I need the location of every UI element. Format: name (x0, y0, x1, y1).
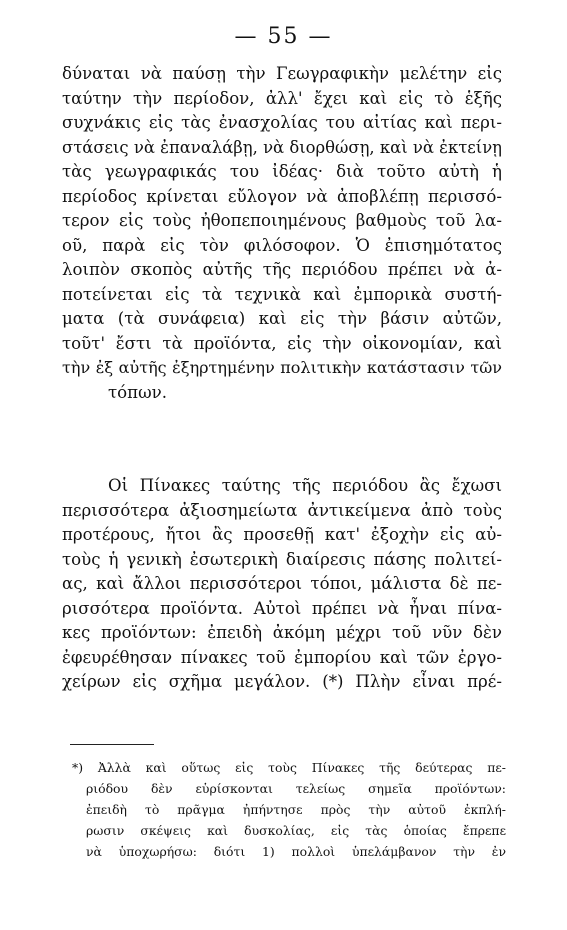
paragraph-1 (62, 62, 502, 405)
footnote-line: ρωσιν σκέψεις καὶ δυσκολίας, εἰς τὰς ὁποίας ἔπρεπε (86, 823, 506, 838)
text-line: τερον εἰς τοὺς ἠθοπεποιημένους βαθμοὺς τοῦ λα- (62, 211, 502, 230)
text-line: δύναται νὰ παύσῃ τὴν Γεωγραφικὴν μελέτην εἰς (62, 64, 502, 83)
text-line: ματα (τὰ συνάφεια) καὶ εἰς τὴν βάσιν αὐτῶν, (62, 309, 502, 328)
text-line: ρισσότερα προϊόντα. Αὐτοὶ πρέπει νὰ ἦναι πίνα- (62, 598, 502, 618)
footnote (72, 757, 506, 862)
text-line: χείρων εἰς σχῆμα μεγάλον. (*) Πλὴν εἶναι πρέ- (62, 672, 502, 691)
text-line: Οἱ Πίνακες ταύτης τῆς περιόδου ἂς ἔχωσι (108, 476, 502, 495)
footnote-line: ριόδου δὲν εὑρίσκονται τελείως σημεῖα προϊόντων: (86, 781, 506, 796)
footnote-line: νὰ ὑποχωρήσω: διότι 1) πολλοὶ ὑπελάμβανον τὴν ἐν (86, 844, 506, 859)
page-number: — 55 — (234, 24, 333, 49)
text-line: τοὺς ἡ γενικὴ ἐσωτερικὴ διαίρεσις πάσης πολιτεί- (62, 549, 502, 569)
footnote-line: ἐπειδὴ τὸ πρᾶγμα ἠπήντησε πρὸς τὴν αὐτοῦ ἐκπλή- (86, 802, 506, 817)
text-line: ἐφευρέθησαν πίνακες τοῦ ἐμπορίου καὶ τῶν ἐργο- (62, 647, 502, 667)
text-line: περίοδος κρίνεται εὔλογον νὰ ἀποβλέπῃ περισσό- (62, 186, 502, 206)
text-line: περισσότερα ἀξιοσημείωτα ἀντικείμενα ἀπὸ τοὺς (62, 500, 502, 520)
text-line: συχνάκις εἰς τὰς ἐνασχολίας του αἰτίας καὶ περι- (62, 113, 502, 132)
text-line: τὰς γεωγραφικάς του ἰδέας· διὰ τοῦτο αὐτὴ ἡ (62, 162, 502, 181)
text-line: στάσεις νὰ ἐπαναλάβῃ, νὰ διορθώσῃ, καὶ νὰ ἐκτείνῃ (62, 137, 502, 157)
text-line: ταύτην τὴν περίοδον, ἀλλ' ἔχει καὶ εἰς τὸ ἑξῆς (62, 88, 502, 108)
text-line: ας, καὶ ἄλλοι περισσότεροι τόποι, μάλιστα δὲ πε- (62, 574, 502, 593)
text-line: ποτείνεται εἰς τὰ τεχνικὰ καὶ ἐμπορικὰ συστή- (62, 284, 502, 304)
footnote-line: *) Ἀλλὰ καὶ οὕτως εἰς τοὺς Πίνακες τῆς δεύτερας πε- (72, 760, 506, 775)
text-line: τοῦτ' ἔστι τὰ προϊόντα, εἰς τὴν οἰκονομίαν, καὶ (62, 333, 502, 353)
text-line: τὴν ἐξ αὐτῆς ἐξηρτημένην πολιτικὴν κατάστασιν τῶν (62, 358, 502, 377)
footnote-divider (70, 744, 154, 745)
text-line: λοιπὸν σκοπὸς αὐτῆς τῆς περιόδου πρέπει νὰ ἀ- (62, 260, 502, 279)
text-line: οῦ, παρὰ εἰς τὸν φιλόσοφον. Ὁ ἐπισημότατος (62, 235, 502, 255)
paragraph-2 (62, 474, 502, 695)
text-line: τόπων. (108, 382, 167, 402)
text-line: κες προϊόντων: ἐπειδὴ ἀκόμη μέχρι τοῦ νῦν δὲν (62, 623, 502, 642)
text-line: προτέρους, ἤτοι ἂς προσεθῇ κατ' ἐξοχὴν εἰς αὐ- (62, 525, 502, 544)
